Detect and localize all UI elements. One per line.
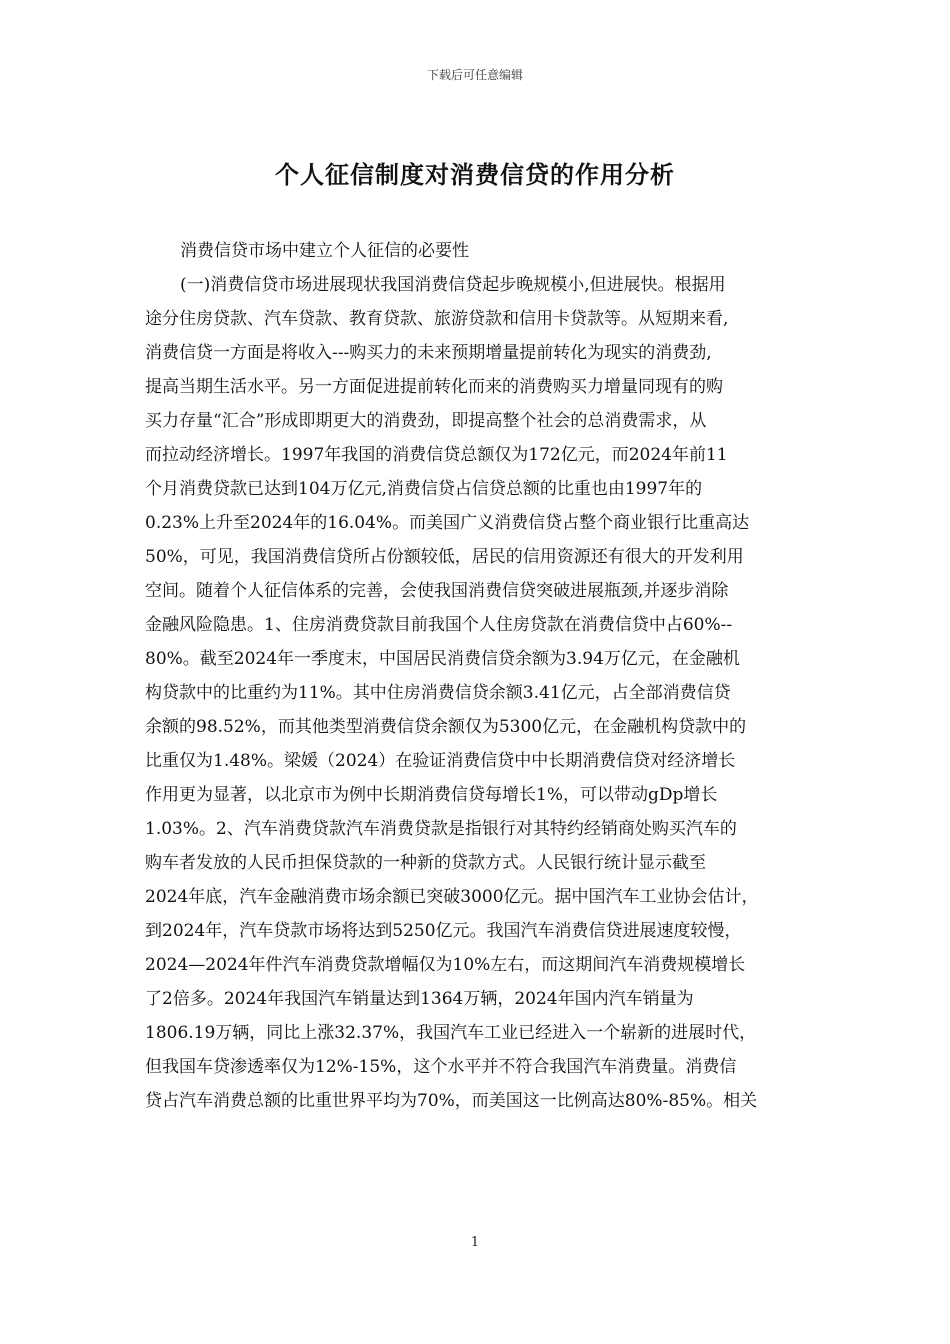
- paragraph-line: 1.03%。2、汽车消费贷款汽车消费贷款是指银行对其特约经销商处购买汽车的: [145, 819, 737, 839]
- paragraph-line: (一)消费信贷市场进展现状我国消费信贷起步晚规模小,但进展快。根据用: [180, 275, 726, 295]
- paragraph-line: 50%，可见，我国消费信贷所占份额较低，居民的信用资源还有很大的开发利用: [145, 547, 744, 567]
- paragraph-line: 消费信贷一方面是将收入---购买力的未来预期增量提前转化为现实的消费劲,: [145, 343, 712, 363]
- paragraph-line: 而拉动经济增长。1997年我国的消费信贷总额仅为172亿元，而2024年前11: [145, 445, 728, 465]
- paragraph-line: 购车者发放的人民币担保贷款的一种新的贷款方式。人民银行统计显示截至: [145, 853, 706, 873]
- paragraph-line: 0.23%上升至2024年的16.04%。而美国广义消费信贷占整个商业银行比重高达: [145, 513, 750, 533]
- document-title: 个人征信制度对消费信贷的作用分析: [275, 160, 675, 189]
- paragraph-line: 构贷款中的比重约为11%。其中住房消费信贷余额3.41亿元，占全部消费信贷: [145, 683, 731, 703]
- paragraph-line: 途分住房贷款、汽车贷款、教育贷款、旅游贷款和信用卡贷款等。从短期来看,: [145, 309, 729, 329]
- paragraph-line: 空间。随着个人征信体系的完善，会使我国消费信贷突破进展瓶颈,并逐步消除: [145, 581, 729, 601]
- page-header-note: 下载后可任意编辑: [426, 68, 523, 82]
- paragraph-line: 贷占汽车消费总额的比重世界平均为70%，而美国这一比例高达80%-85%。相关: [145, 1091, 758, 1111]
- paragraph-line: 买力存量“汇合”形成即期更大的消费劲，即提高整个社会的总消费需求，从: [145, 411, 707, 431]
- section-heading: 消费信贷市场中建立个人征信的必要性: [180, 241, 469, 261]
- paragraph-line: 2024—2024年件汽车消费贷款增幅仅为10%左右，而这期间汽车消费规模增长: [145, 955, 746, 975]
- paragraph-line: 但我国车贷渗透率仅为12%-15%，这个水平并不符合我国汽车消费量。消费信: [145, 1057, 737, 1077]
- paragraph-line: 提高当期生活水平。另一方面促进提前转化而来的消费购买力增量同现有的购: [145, 377, 723, 397]
- paragraph-line: 2024年底，汽车金融消费市场余额已突破3000亿元。据中国汽车工业协会估计，: [145, 887, 759, 907]
- page-number: 1: [470, 1235, 480, 1250]
- paragraph-line: 金融风险隐患。1、住房消费贷款目前我国个人住房贷款在消费信贷中占60%--: [145, 615, 733, 635]
- paragraph-line: 到2024年，汽车贷款市场将达到5250亿元。我国汽车消费信贷进展速度较慢，: [145, 921, 742, 941]
- paragraph-line: 1806.19万辆，同比上涨32.37%，我国汽车工业已经进入一个崭新的进展时代，: [145, 1023, 757, 1043]
- paragraph-line: 80%。截至2024年一季度末，中国居民消费信贷余额为3.94万亿元，在金融机: [145, 649, 740, 669]
- paragraph-line: 比重仅为1.48%。梁媛（2024）在验证消费信贷中中长期消费信贷对经济增长: [145, 751, 736, 771]
- paragraph-line: 了2倍多。2024年我国汽车销量达到1364万辆，2024年国内汽车销量为: [145, 989, 694, 1009]
- document-body: [145, 234, 810, 1118]
- paragraph-line: 余额的98.52%，而其他类型消费信贷余额仅为5300亿元，在金融机构贷款中的: [145, 717, 747, 737]
- paragraph-line: 个月消费贷款已达到104万亿元,消费信贷占信贷总额的比重也由1997年的: [145, 479, 703, 499]
- paragraph-line: 作用更为显著，以北京市为例中长期消费信贷每增长1%，可以带动gDp增长: [145, 785, 718, 805]
